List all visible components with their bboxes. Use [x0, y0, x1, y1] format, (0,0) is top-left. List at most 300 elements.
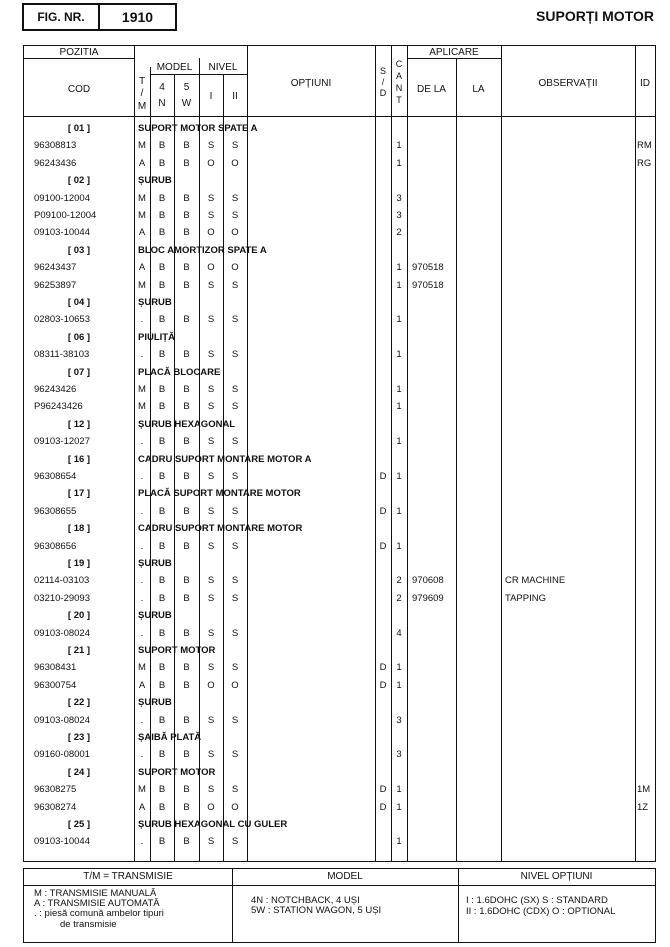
cell-m4: B — [158, 679, 166, 691]
section-row — [24, 486, 657, 502]
header-tm-3: M — [137, 101, 147, 112]
cell-n2: S — [231, 140, 239, 152]
cell-tm: . — [140, 471, 144, 482]
section-row — [24, 295, 657, 311]
cell-cod: 96308656 — [34, 540, 77, 552]
section-row — [24, 521, 657, 537]
legend-model-line: 4N : NOTCHBACK, 4 UȘI — [251, 895, 360, 906]
cell-cant: 3 — [396, 210, 402, 221]
cell-m5: B — [183, 575, 190, 587]
cell-tm: . — [140, 314, 144, 326]
cell-m5: B — [183, 227, 190, 239]
section-row — [24, 243, 657, 259]
header-sd-2: / — [381, 77, 385, 87]
cell-m4: B — [158, 471, 166, 482]
cell-sd: D — [379, 679, 387, 691]
section-name: PLACĂ SUPORT MONTARE MOTOR — [138, 488, 301, 500]
figure-number-box — [22, 3, 177, 31]
cell-tm: A — [138, 227, 146, 239]
cell-m5: B — [183, 801, 190, 813]
cell-cant: 1 — [396, 662, 402, 674]
cell-tm: M — [138, 279, 146, 291]
section-position: [ 17 ] — [67, 488, 91, 500]
header-model: MODEL — [156, 62, 193, 73]
table-row — [24, 834, 657, 850]
cell-m5: B — [183, 784, 190, 796]
header-optiuni: OPȚIUNI — [290, 78, 332, 89]
cell-m4: B — [158, 592, 166, 604]
legend-tm-line: . : piesă comună ambelor tipuri — [34, 908, 164, 919]
table-row — [24, 278, 657, 294]
cell-m5: B — [183, 140, 190, 152]
cell-cod: 09160-08001 — [34, 749, 90, 761]
cell-m4: B — [158, 349, 166, 361]
cell-m5: B — [183, 157, 190, 169]
cell-n1: S — [207, 471, 215, 482]
cell-m5: B — [183, 679, 190, 691]
cell-n2: S — [231, 749, 239, 761]
cell-tm: A — [138, 157, 146, 169]
cell-n1: S — [207, 540, 215, 552]
cell-m4: B — [158, 784, 166, 796]
cell-cod: 03210-29093 — [34, 592, 90, 604]
cell-m4: B — [158, 749, 166, 761]
cell-cant: 1 — [396, 314, 402, 326]
cell-cod: 96308813 — [34, 140, 77, 152]
cell-tm: . — [140, 714, 144, 726]
legend-tm-line: A : TRANSMISIE AUTOMATĂ — [34, 898, 160, 909]
cell-n1: O — [207, 227, 215, 239]
cell-m5: B — [183, 210, 190, 221]
cell-m5: B — [183, 279, 190, 291]
cell-cod: 09100-12004 — [34, 192, 90, 204]
table-row — [24, 678, 657, 694]
cell-cant: 3 — [396, 192, 402, 204]
cell-n2: S — [231, 210, 239, 221]
section-row — [24, 556, 657, 572]
cell-dela: 970518 — [412, 262, 444, 274]
cell-cod: 96243436 — [34, 157, 77, 169]
cell-n2: S — [231, 714, 239, 726]
cell-n2: O — [231, 157, 239, 169]
cell-tm: . — [140, 836, 144, 848]
section-name: ȘURUB — [138, 697, 172, 709]
section-position: [ 21 ] — [67, 645, 91, 656]
cell-m4: B — [158, 662, 166, 674]
section-row — [24, 695, 657, 711]
section-position: [ 20 ] — [67, 610, 91, 622]
cell-cant: 1 — [396, 471, 402, 482]
cell-n2: O — [231, 801, 239, 813]
table-row — [24, 225, 657, 241]
cell-sd: D — [379, 801, 387, 813]
cell-m4: B — [158, 801, 166, 813]
cell-cant: 1 — [396, 384, 402, 395]
cell-n2: S — [231, 836, 239, 848]
section-position: [ 25 ] — [67, 819, 91, 830]
cell-cod: 96308431 — [34, 662, 77, 674]
section-position: [ 23 ] — [67, 732, 91, 743]
section-name: ȘAIBĂ PLATĂ — [138, 732, 202, 743]
section-position: [ 04 ] — [67, 297, 91, 308]
cell-n1: S — [207, 836, 215, 848]
cell-cant: 1 — [396, 436, 402, 448]
legend-footer — [23, 868, 656, 943]
cell-m4: B — [158, 627, 166, 639]
cell-cod: 96308655 — [34, 505, 77, 517]
cell-m4: B — [158, 384, 166, 395]
section-name: BLOC AMORTIZOR SPATE A — [138, 244, 267, 256]
cell-m4: B — [158, 192, 166, 204]
table-row — [24, 191, 657, 207]
cell-tm: M — [138, 784, 146, 796]
table-row — [24, 469, 657, 485]
cell-cod: 96243437 — [34, 262, 77, 274]
cell-cant: 1 — [396, 157, 402, 169]
cell-cant: 1 — [396, 784, 402, 796]
section-row — [24, 765, 657, 781]
cell-cod: 96243426 — [34, 384, 77, 395]
cell-m5: B — [183, 471, 190, 482]
cell-tm: M — [138, 662, 146, 674]
header-la: LA — [472, 84, 485, 95]
cell-n1: S — [207, 192, 215, 204]
cell-tm: M — [138, 401, 146, 413]
table-row — [24, 626, 657, 642]
table-row — [24, 347, 657, 363]
cell-m5: B — [183, 401, 190, 413]
cell-n2: S — [231, 784, 239, 796]
cell-m4: B — [158, 314, 166, 326]
header-cant-1: C — [395, 59, 403, 69]
cell-m5: B — [183, 192, 190, 204]
cell-cant: 1 — [396, 279, 402, 291]
cell-cant: 3 — [396, 714, 402, 726]
cell-cod: 96308275 — [34, 784, 77, 796]
cell-n1: O — [207, 157, 215, 169]
cell-cod: 02803-10653 — [34, 314, 90, 326]
section-position: [ 22 ] — [67, 697, 91, 709]
cell-n2: S — [231, 314, 239, 326]
header-model-4: 4 — [159, 82, 165, 93]
section-position: [ 12 ] — [67, 418, 91, 430]
header-cant-4: T — [396, 95, 402, 105]
cell-m5: B — [183, 349, 190, 361]
cell-n1: S — [207, 401, 215, 413]
cell-n1: O — [207, 679, 215, 691]
cell-m5: B — [183, 314, 190, 326]
cell-m5: B — [183, 714, 190, 726]
header-tm-1: T — [138, 76, 146, 87]
cell-n1: S — [207, 784, 215, 796]
cell-m5: B — [183, 384, 190, 395]
legend-tm-line: M : TRANSMISIE MANUALĂ — [34, 888, 157, 899]
cell-n2: S — [231, 401, 239, 413]
header-nivel: NIVEL — [208, 62, 238, 73]
cell-cod: P96243426 — [34, 401, 83, 413]
cell-n1: S — [207, 575, 215, 587]
table-row — [24, 138, 657, 154]
cell-cod: P09100-12004 — [34, 210, 97, 221]
cell-m5: B — [183, 262, 190, 274]
cell-m5: B — [183, 627, 190, 639]
cell-cant: 1 — [396, 836, 402, 848]
header-cant-2: A — [395, 71, 402, 81]
cell-tm: . — [140, 540, 144, 552]
cell-tm: M — [138, 192, 146, 204]
cell-m4: B — [158, 210, 166, 221]
cell-cod: 09103-08024 — [34, 714, 90, 726]
cell-n2: S — [231, 662, 239, 674]
section-position: [ 01 ] — [67, 123, 91, 134]
cell-n1: O — [207, 801, 215, 813]
cell-n2: O — [231, 679, 239, 691]
section-row — [24, 817, 657, 833]
table-row — [24, 156, 657, 172]
header-id: ID — [640, 78, 650, 89]
header-model-5w: W — [181, 98, 192, 109]
header-observatii: OBSERVAȚII — [538, 78, 598, 89]
cell-m5: B — [183, 436, 190, 448]
cell-cant: 1 — [396, 540, 402, 552]
cell-tm: . — [140, 575, 144, 587]
cell-n2: S — [231, 349, 239, 361]
cell-cant: 1 — [396, 505, 402, 517]
cell-obs: CR MACHINE — [505, 575, 566, 587]
cell-m5: B — [183, 662, 190, 674]
section-position: [ 03 ] — [67, 244, 91, 256]
cell-tm: A — [138, 262, 146, 274]
table-row — [24, 434, 657, 450]
section-name: ȘURUB — [138, 558, 172, 569]
cell-tm: . — [140, 436, 144, 448]
section-name: CADRU SUPORT MONTARE MOTOR — [138, 523, 303, 535]
header-tm-2: / — [140, 88, 144, 99]
header-model-5: 5 — [183, 82, 190, 93]
legend-model-header: MODEL — [327, 871, 363, 882]
section-position: [ 06 ] — [67, 331, 91, 343]
section-row — [24, 365, 657, 381]
cell-n1: S — [207, 592, 215, 604]
cell-cod: 09103-08024 — [34, 627, 90, 639]
cell-sd: D — [379, 505, 387, 517]
cell-cant: 2 — [396, 575, 402, 587]
cell-n2: S — [231, 279, 239, 291]
section-row — [24, 643, 657, 659]
table-row — [24, 208, 657, 224]
table-row — [24, 382, 657, 398]
cell-m4: B — [158, 714, 166, 726]
header-pozitia: POZITIA — [59, 47, 99, 58]
cell-n1: S — [207, 349, 215, 361]
header-aplicare: APLICARE — [429, 47, 479, 58]
cell-tm: A — [138, 801, 146, 813]
section-name: ȘURUB — [138, 297, 172, 308]
cell-n1: O — [207, 262, 215, 274]
legend-nivel-line: I : 1.6DOHC (SX) S : STANDARD — [466, 895, 608, 906]
cell-cod: 09103-12027 — [34, 436, 90, 448]
section-name: ȘURUB — [138, 175, 172, 187]
cell-m4: B — [158, 157, 166, 169]
section-position: [ 07 ] — [67, 366, 91, 378]
cell-m5: B — [183, 749, 190, 761]
cell-m4: B — [158, 401, 166, 413]
cell-m4: B — [158, 279, 166, 291]
cell-n1: S — [207, 279, 215, 291]
section-position: [ 19 ] — [67, 558, 91, 569]
cell-m4: B — [158, 140, 166, 152]
cell-cant: 1 — [396, 801, 402, 813]
table-row — [24, 539, 657, 555]
cell-cod: 96308654 — [34, 471, 77, 482]
section-position: [ 18 ] — [67, 523, 91, 535]
figure-label: FIG. NR. — [24, 5, 100, 29]
table-row — [24, 312, 657, 328]
cell-n2: S — [231, 575, 239, 587]
cell-sd: D — [379, 540, 387, 552]
cell-n2: S — [231, 505, 239, 517]
section-name: PLACĂ BLOCARE — [138, 366, 221, 378]
cell-tm: . — [140, 349, 144, 361]
cell-m4: B — [158, 540, 166, 552]
section-name: SUPORT MOTOR — [138, 645, 216, 656]
table-row — [24, 660, 657, 676]
section-position: [ 16 ] — [67, 453, 91, 465]
parts-table — [23, 45, 656, 862]
cell-n1: S — [207, 314, 215, 326]
cell-n1: S — [207, 140, 215, 152]
cell-cod: 02114-03103 — [34, 575, 90, 587]
cell-cod: 09103-10044 — [34, 227, 90, 239]
section-position: [ 02 ] — [67, 175, 91, 187]
cell-cant: 2 — [396, 592, 402, 604]
section-position: [ 24 ] — [67, 766, 91, 778]
cell-n2: S — [231, 384, 239, 395]
cell-m5: B — [183, 505, 190, 517]
cell-dela: 970518 — [412, 279, 444, 291]
header-nivel-1: I — [209, 91, 213, 102]
cell-cant: 2 — [396, 227, 402, 239]
cell-m4: B — [158, 836, 166, 848]
cell-obs: TAPPING — [505, 592, 546, 604]
cell-cant: 1 — [396, 401, 402, 413]
table-row — [24, 260, 657, 276]
cell-id: RG — [637, 157, 652, 169]
cell-cant: 1 — [396, 679, 402, 691]
section-row — [24, 330, 657, 346]
cell-n2: S — [231, 471, 239, 482]
table-row — [24, 504, 657, 520]
cell-m4: B — [158, 436, 166, 448]
cell-tm: A — [138, 679, 146, 691]
cell-m4: B — [158, 227, 166, 239]
cell-cod: 96300754 — [34, 679, 77, 691]
cell-sd: D — [379, 471, 387, 482]
cell-n1: S — [207, 627, 215, 639]
legend-model-line: 5W : STATION WAGON, 5 UȘI — [251, 905, 382, 916]
section-row — [24, 730, 657, 746]
section-name: CADRU SUPORT MONTARE MOTOR A — [138, 453, 312, 465]
cell-dela: 979609 — [412, 592, 444, 604]
cell-cod: 08311-38103 — [34, 349, 90, 361]
section-row — [24, 608, 657, 624]
section-row — [24, 417, 657, 433]
cell-cant: 1 — [396, 262, 402, 274]
header-model-4n: N — [158, 98, 166, 109]
cell-cant: 1 — [396, 349, 402, 361]
header-cant-3: N — [395, 83, 403, 93]
table-row — [24, 800, 657, 816]
header-sd-3: D — [379, 88, 387, 98]
cell-tm: M — [138, 140, 146, 152]
cell-n1: S — [207, 210, 215, 221]
section-name: ȘURUB HEXAGONAL CU GULER — [138, 819, 288, 830]
cell-sd: D — [379, 662, 387, 674]
cell-sd: D — [379, 784, 387, 796]
header-sd-1: S — [379, 66, 386, 76]
section-name: SUPORT MOTOR SPATE A — [138, 123, 258, 134]
cell-tm: . — [140, 592, 144, 604]
cell-n2: O — [231, 227, 239, 239]
cell-cant: 4 — [396, 627, 402, 639]
cell-n2: O — [231, 262, 239, 274]
header-cod: COD — [67, 84, 91, 95]
cell-cant: 3 — [396, 749, 402, 761]
figure-number: 1910 — [121, 9, 154, 25]
legend-tm-header: T/M = TRANSMISIE — [83, 871, 173, 882]
cell-n1: S — [207, 505, 215, 517]
cell-tm: . — [140, 627, 144, 639]
table-row — [24, 591, 657, 607]
cell-n1: S — [207, 436, 215, 448]
cell-n2: S — [231, 192, 239, 204]
legend-tm-line: de transmisie — [60, 919, 117, 930]
cell-cod: 96253897 — [34, 279, 77, 291]
cell-n1: S — [207, 384, 215, 395]
cell-id: RM — [637, 140, 652, 152]
cell-tm: . — [140, 749, 144, 761]
cell-id: 1Z — [637, 801, 649, 813]
cell-n1: S — [207, 749, 215, 761]
cell-n1: S — [207, 662, 215, 674]
cell-cant: 1 — [396, 140, 402, 152]
cell-dela: 970608 — [412, 575, 444, 587]
section-row — [24, 173, 657, 189]
header-nivel-2: II — [232, 91, 238, 102]
cell-id: 1M — [637, 784, 651, 796]
section-name: ȘURUB — [138, 610, 172, 622]
cell-n2: S — [231, 540, 239, 552]
cell-m5: B — [183, 836, 190, 848]
table-row — [24, 399, 657, 415]
cell-cod: 09103-10044 — [34, 836, 90, 848]
cell-n2: S — [231, 592, 239, 604]
cell-cod: 96308274 — [34, 801, 77, 813]
cell-m4: B — [158, 262, 166, 274]
cell-m4: B — [158, 575, 166, 587]
cell-n2: S — [231, 436, 239, 448]
legend-nivel-header: NIVEL OPȚIUNI — [520, 871, 593, 882]
header-dela: DE LA — [417, 84, 446, 95]
cell-tm: M — [138, 384, 146, 395]
cell-tm: . — [140, 505, 144, 517]
table-row — [24, 782, 657, 798]
cell-n1: S — [207, 714, 215, 726]
cell-tm: M — [138, 210, 146, 221]
section-row — [24, 121, 657, 137]
cell-n2: S — [231, 627, 239, 639]
table-row — [24, 713, 657, 729]
